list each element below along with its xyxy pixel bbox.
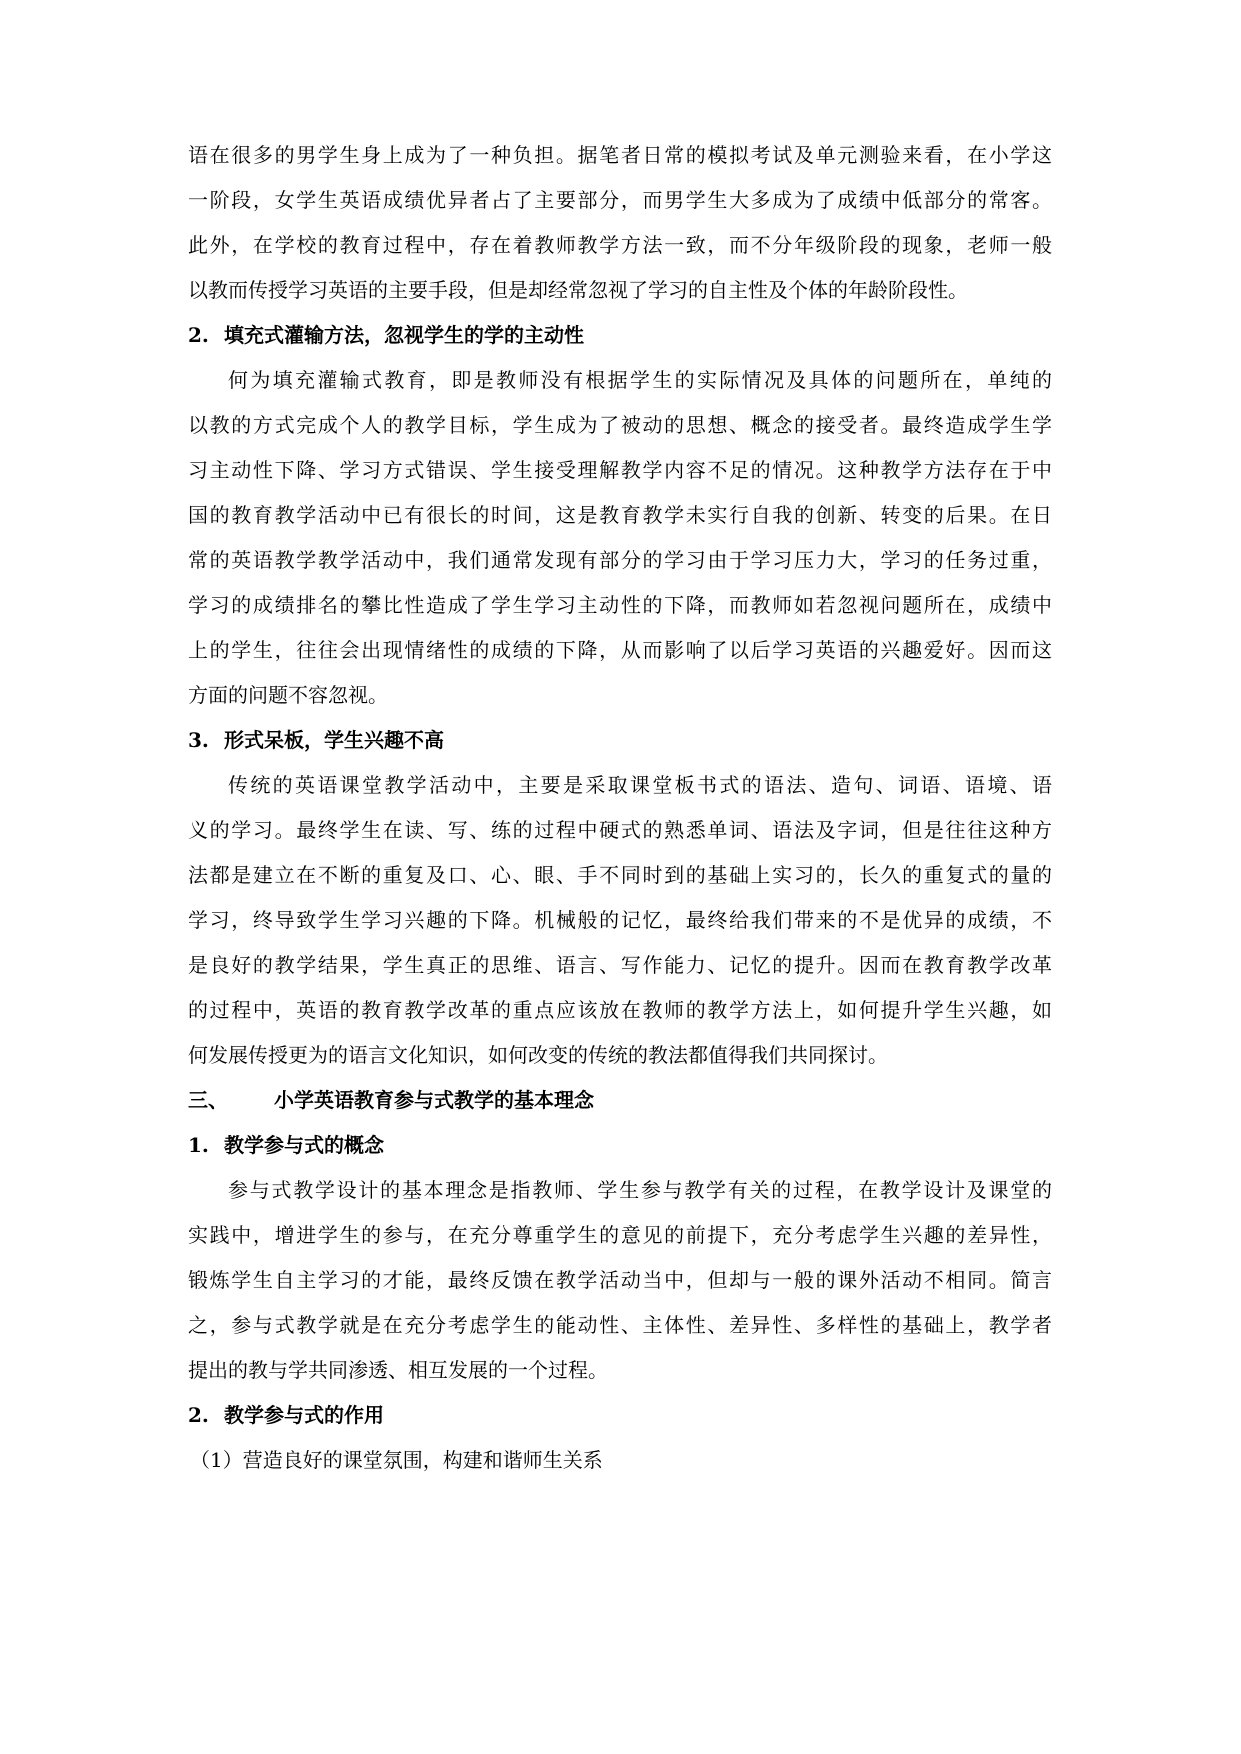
heading-text: 填充式灌输方法，忽视学生的学的主动性 (224, 323, 584, 347)
paragraph-line: 提出的教与学共同渗透、相互发展的一个过程。 (188, 1358, 608, 1382)
paragraph-line: 是良好的教学结果，学生真正的思维、语言、写作能力、记忆的提升。因而在教育教学改革 (188, 953, 1052, 977)
paragraph-line: 何发展传授更为的语言文化知识，如何改变的传统的教法都值得我们共同探讨。 (188, 1043, 888, 1067)
paragraph-line: 学习的成绩排名的攀比性造成了学生学习主动性的下降，而教师如若忽视问题所在，成绩中 (188, 593, 1052, 617)
section-heading (188, 726, 444, 754)
paragraph-line: 法都是建立在不断的重复及口、心、眼、手不同时到的基础上实习的，长久的重复式的量的 (188, 863, 1052, 887)
heading-number: 3. (188, 728, 209, 752)
paragraph-line: 一阶段，女学生英语成绩优异者占了主要部分，而男学生大多成为了成绩中低部分的常客。 (188, 188, 1052, 212)
paragraph-line: 国的教育教学活动中已有很长的时间，这是教育教学未实行自我的创新、转变的后果。在日 (188, 503, 1052, 527)
paragraph-line: 学习，终导致学生学习兴趣的下降。机械般的记忆，最终给我们带来的不是优异的成绩，不 (188, 908, 1052, 932)
paragraph-line: 此外，在学校的教育过程中，存在着教师教学方法一致，而不分年级阶段的现象，老师一般 (188, 233, 1052, 257)
paragraph-line: 以教而传授学习英语的主要手段，但是却经常忽视了学习的自主性及个体的年龄阶段性。 (188, 278, 968, 302)
heading-number: 1. (188, 1133, 209, 1157)
paragraph-line: 之，参与式教学就是在充分考虑学生的能动性、主体性、差异性、多样性的基础上，教学者 (188, 1313, 1052, 1337)
heading-text: 形式呆板，学生兴趣不高 (224, 728, 444, 752)
paragraph-line: 锻炼学生自主学习的才能，最终反馈在教学活动当中，但却与一般的课外活动不相同。简言 (188, 1268, 1052, 1292)
paragraph-line: 上的学生，往往会出现情绪性的成绩的下降，从而影响了以后学习英语的兴趣爱好。因而这 (188, 638, 1052, 662)
paragraph-line: 以教的方式完成个人的教学目标，学生成为了被动的思想、概念的接受者。最终造成学生学 (188, 413, 1052, 437)
heading-text: 教学参与式的作用 (224, 1403, 384, 1427)
heading-number: 2. (188, 1403, 209, 1427)
section-heading (188, 1131, 384, 1159)
list-item: （1）营造良好的课堂氛围，构建和谐师生关系 (190, 1448, 603, 1472)
section-heading (188, 321, 584, 349)
paragraph-line: 方面的问题不容忽视。 (188, 683, 388, 707)
paragraph-line: 常的英语教学教学活动中，我们通常发现有部分的学习由于学习压力大，学习的任务过重， (188, 548, 1052, 572)
heading-number: 2. (188, 323, 209, 347)
paragraph-line: 实践中，增进学生的参与，在充分尊重学生的意见的前提下，充分考虑学生兴趣的差异性， (188, 1223, 1052, 1247)
heading-number: 三、 (188, 1088, 228, 1112)
paragraph-line: 何为填充灌输式教育，即是教师没有根据学生的实际情况及具体的问题所在，单纯的 (228, 368, 1052, 392)
heading-text: 小学英语教育参与式教学的基本理念 (274, 1088, 594, 1112)
heading-text: 教学参与式的概念 (224, 1133, 384, 1157)
paragraph-line: 义的学习。最终学生在读、写、练的过程中硬式的熟悉单词、语法及字词，但是往往这种方 (188, 818, 1052, 842)
paragraph-line: 传统的英语课堂教学活动中，主要是采取课堂板书式的语法、造句、词语、语境、语 (228, 773, 1052, 797)
paragraph-line: 参与式教学设计的基本理念是指教师、学生参与教学有关的过程，在教学设计及课堂的 (228, 1178, 1052, 1202)
section-heading (188, 1401, 384, 1429)
paragraph-line: 习主动性下降、学习方式错误、学生接受理解教学内容不足的情况。这种教学方法存在于中 (188, 458, 1052, 482)
chapter-heading (188, 1086, 594, 1114)
paragraph-line: 语在很多的男学生身上成为了一种负担。据笔者日常的模拟考试及单元测验来看，在小学这 (188, 143, 1052, 167)
paragraph-line: 的过程中，英语的教育教学改革的重点应该放在教师的教学方法上，如何提升学生兴趣，如 (188, 998, 1052, 1022)
